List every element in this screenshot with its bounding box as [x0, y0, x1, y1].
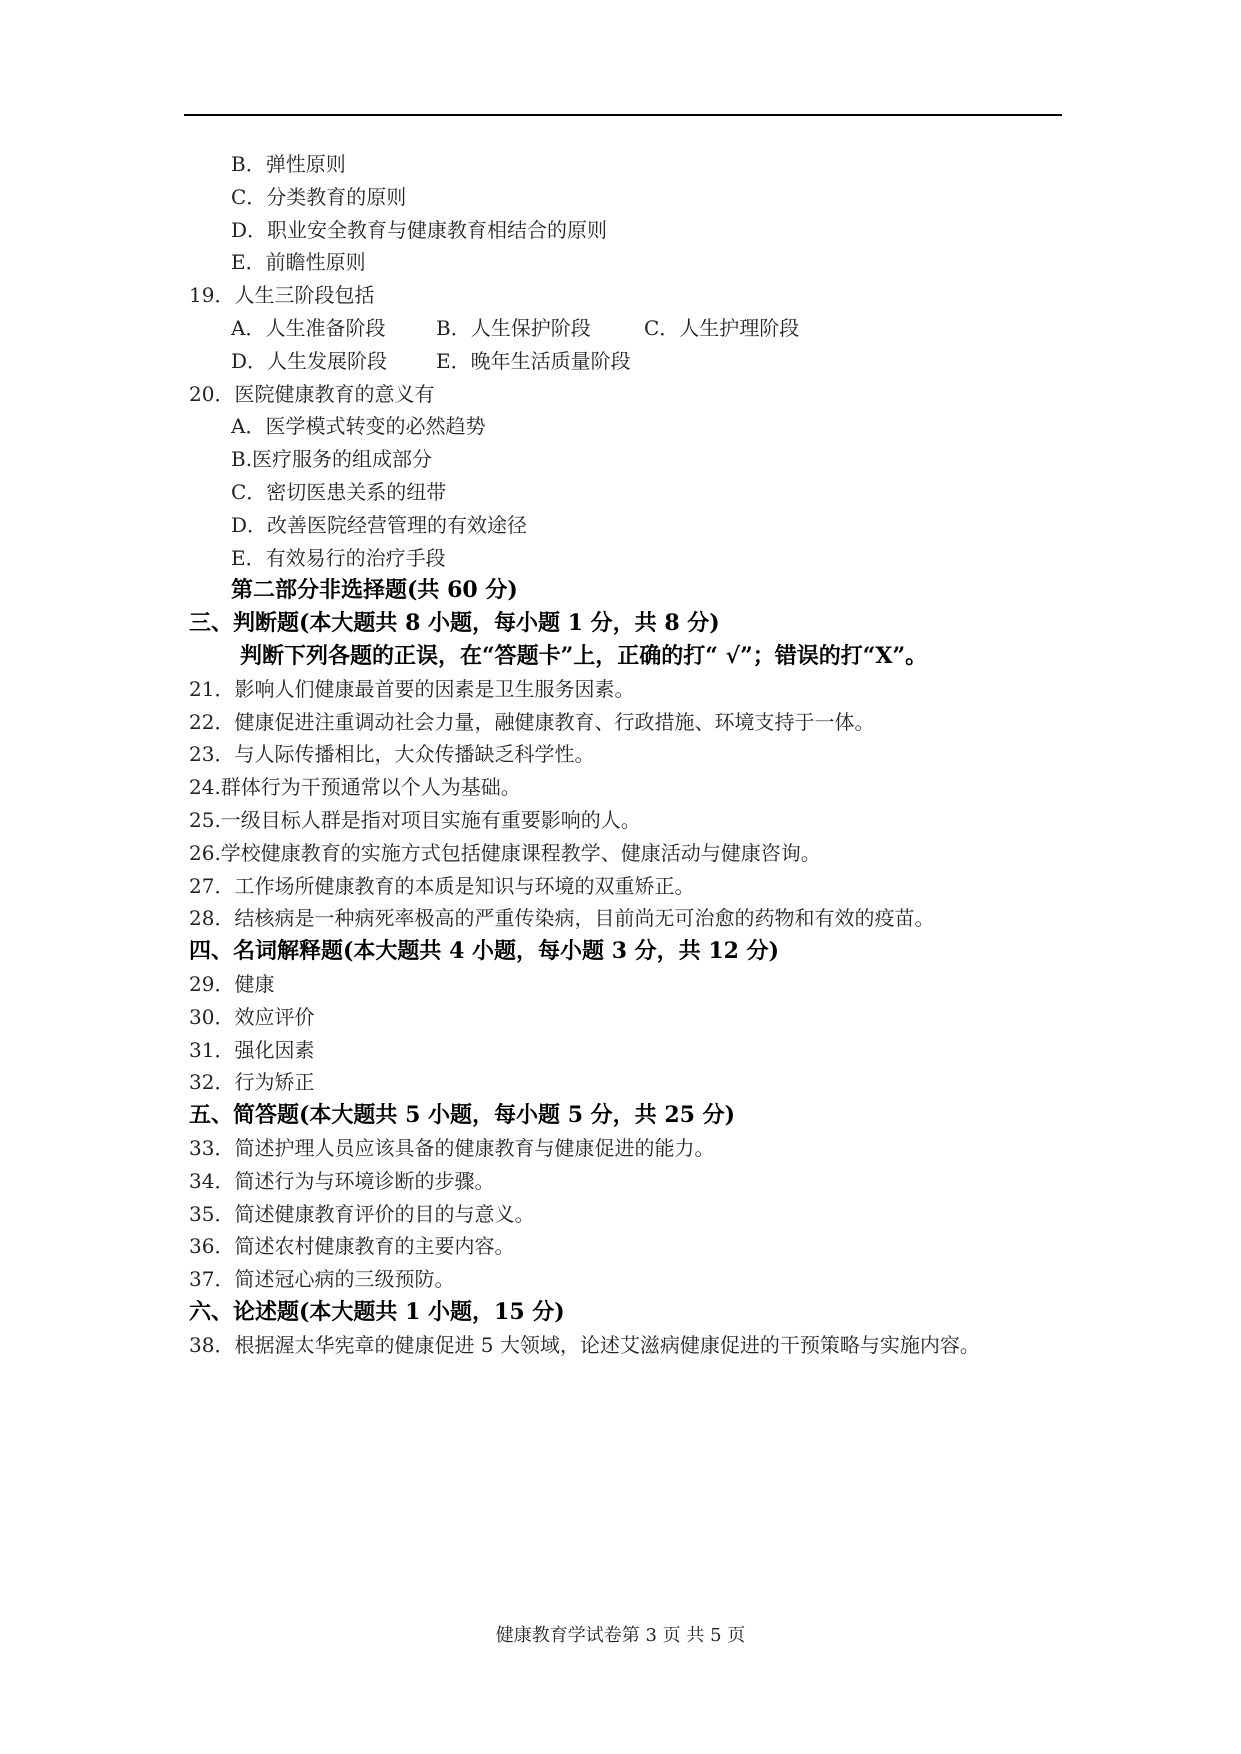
q19-option-e: E．晚年生活质量阶段: [436, 348, 631, 373]
q20-option-e: E．有效易行的治疗手段: [231, 545, 446, 570]
q19-stem: 19．人生三阶段包括: [189, 283, 375, 308]
q34: 34．简述行为与环境诊断的步骤。: [189, 1168, 495, 1193]
q18-option-b: B．弹性原则: [231, 152, 346, 176]
q25: 25.一级目标人群是指对项目实施有重要影响的人。: [189, 807, 641, 832]
q24: 24.群体行为干预通常以个人为基础。: [189, 775, 521, 800]
q38: 38．根据渥太华宪章的健康促进 5 大领域，论述艾滋病健康促进的干预策略与实施内容。: [189, 1332, 980, 1357]
q20-stem: 20．医院健康教育的意义有: [189, 381, 435, 406]
exam-content: [0, 148, 1241, 1361]
section3-title: 三、判断题(本大题共 8 小题，每小题 1 分，共 8 分): [189, 610, 720, 637]
q33: 33．简述护理人员应该具备的健康教育与健康促进的能力。: [189, 1135, 715, 1160]
q18-option-c: C．分类教育的原则: [231, 184, 407, 209]
q35: 35．简述健康教育评价的目的与意义。: [189, 1201, 535, 1226]
q19-option-b: B．人生保护阶段: [436, 315, 591, 340]
page-footer: 健康教育学试卷第 3 页 共 5 页: [495, 1625, 746, 1646]
q19-option-d: D．人生发展阶段: [231, 348, 388, 373]
q32: 32．行为矫正: [189, 1070, 315, 1095]
q20-option-d: D．改善医院经营管理的有效途径: [231, 512, 528, 537]
q20-option-c: C．密切医患关系的纽带: [231, 479, 447, 504]
q28: 28．结核病是一种病死率极高的严重传染病，目前尚无可治愈的药物和有效的疫苗。: [189, 906, 935, 931]
q20-option-a: A．医学模式转变的必然趋势: [231, 414, 486, 439]
q19-options-row2: [0, 345, 1241, 378]
q26: 26.学校健康教育的实施方式包括健康课程教学、健康活动与健康咨询。: [189, 840, 821, 865]
section6-title: 六、论述题(本大题共 1 小题，15 分): [189, 1298, 565, 1325]
q36: 36．简述农村健康教育的主要内容。: [189, 1234, 515, 1259]
q27: 27．工作场所健康教育的本质是知识与环境的双重矫正。: [189, 873, 695, 898]
q29: 29．健康: [189, 971, 275, 996]
q18-option-e: E．前瞻性原则: [231, 250, 366, 275]
header-rule: [184, 114, 1062, 116]
section3-instruction: 判断下列各题的正误，在“答题卡”上，正确的打“ √”；错误的打“X”。: [240, 642, 928, 669]
q37: 37．简述冠心病的三级预防。: [189, 1267, 455, 1292]
q19-option-a: A．人生准备阶段: [231, 315, 386, 340]
part2-title: 第二部分非选择题(共 60 分): [231, 577, 518, 604]
q22: 22．健康促进注重调动社会力量，融健康教育、行政措施、环境支持于一体。: [189, 709, 875, 734]
q19-option-c: C．人生护理阶段: [644, 315, 800, 340]
q20-option-b: B.医疗服务的组成部分: [231, 447, 433, 472]
q19-options-row1: [0, 312, 1241, 345]
q30: 30．效应评价: [189, 1004, 315, 1029]
section4-title: 四、名词解释题(本大题共 4 小题，每小题 3 分，共 12 分): [189, 938, 780, 965]
q18-option-d: D．职业安全教育与健康教育相结合的原则: [231, 217, 608, 242]
section5-title: 五、简答题(本大题共 5 小题，每小题 5 分，共 25 分): [189, 1102, 736, 1129]
q31: 31．强化因素: [189, 1037, 315, 1062]
q23: 23．与人际传播相比，大众传播缺乏科学性。: [189, 742, 595, 767]
q21: 21．影响人们健康最首要的因素是卫生服务因素。: [189, 676, 635, 701]
